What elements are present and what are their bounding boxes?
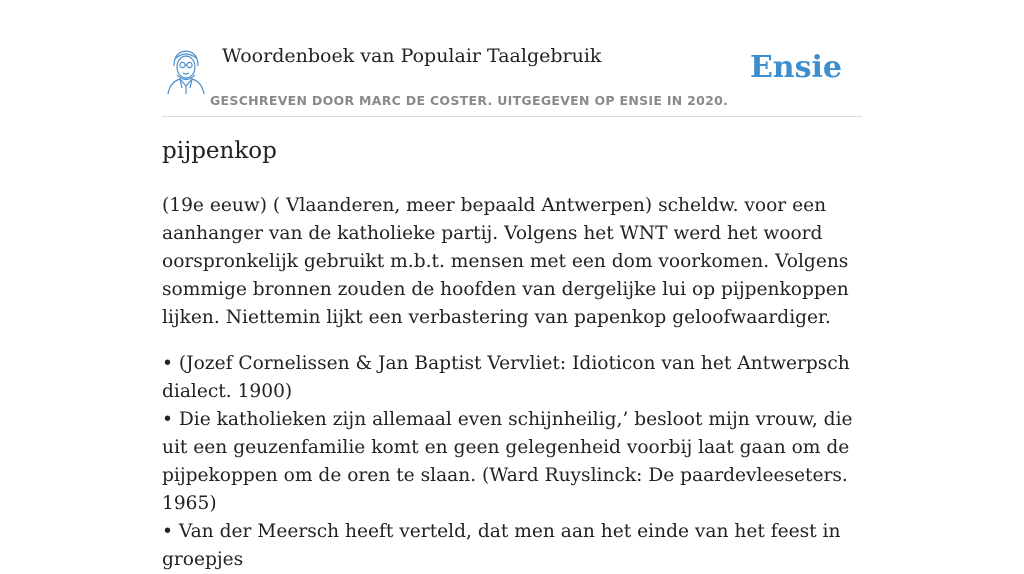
quote-item: • (Jozef Cornelissen & Jan Baptist Vervliet: Idioticon van het Antwerpsch dialect. 1900) — [162, 353, 850, 402]
book-title[interactable]: Woordenboek van Populair Taalgebruik — [222, 45, 602, 67]
quote-item: • Die katholieken zijn allemaal even schijnheilig,’ besloot mijn vrouw, die uit een geuzenfamilie komt en geen gelegenheid voorbij laat gaan om de pijpekoppen om de oren te slaan. (Ward Ruyslinck: De paardevleeseters. 1965) — [162, 409, 853, 514]
author-portrait-icon — [164, 46, 208, 96]
entry-title: pijpenkop — [162, 138, 277, 164]
header — [162, 40, 862, 117]
entry-content — [162, 192, 862, 574]
quote-item: • Van der Meersch heeft verteld, dat men aan het einde van het feest in groepjes — [162, 521, 841, 570]
byline: GESCHREVEN DOOR MARC DE COSTER. UITGEGEVEN OP ENSIE IN 2020. — [210, 93, 729, 108]
quotes-list — [162, 350, 862, 574]
ensie-logo-link[interactable]: Ensie — [749, 50, 842, 85]
definition-text: (19e eeuw) ( Vlaanderen, meer bepaald Antwerpen) scheldw. voor een aanhanger van de katholieke partij. Volgens het WNT werd het woord oorspronkelijk gebruikt m.b.t. mensen met een dom voorkomen. Volgens sommige bronnen zouden de hoofden van dergelijke lui op pijpenkoppen lijken. Niettemin lijkt een verbastering van papenkop geloofwaardiger. — [162, 195, 849, 328]
